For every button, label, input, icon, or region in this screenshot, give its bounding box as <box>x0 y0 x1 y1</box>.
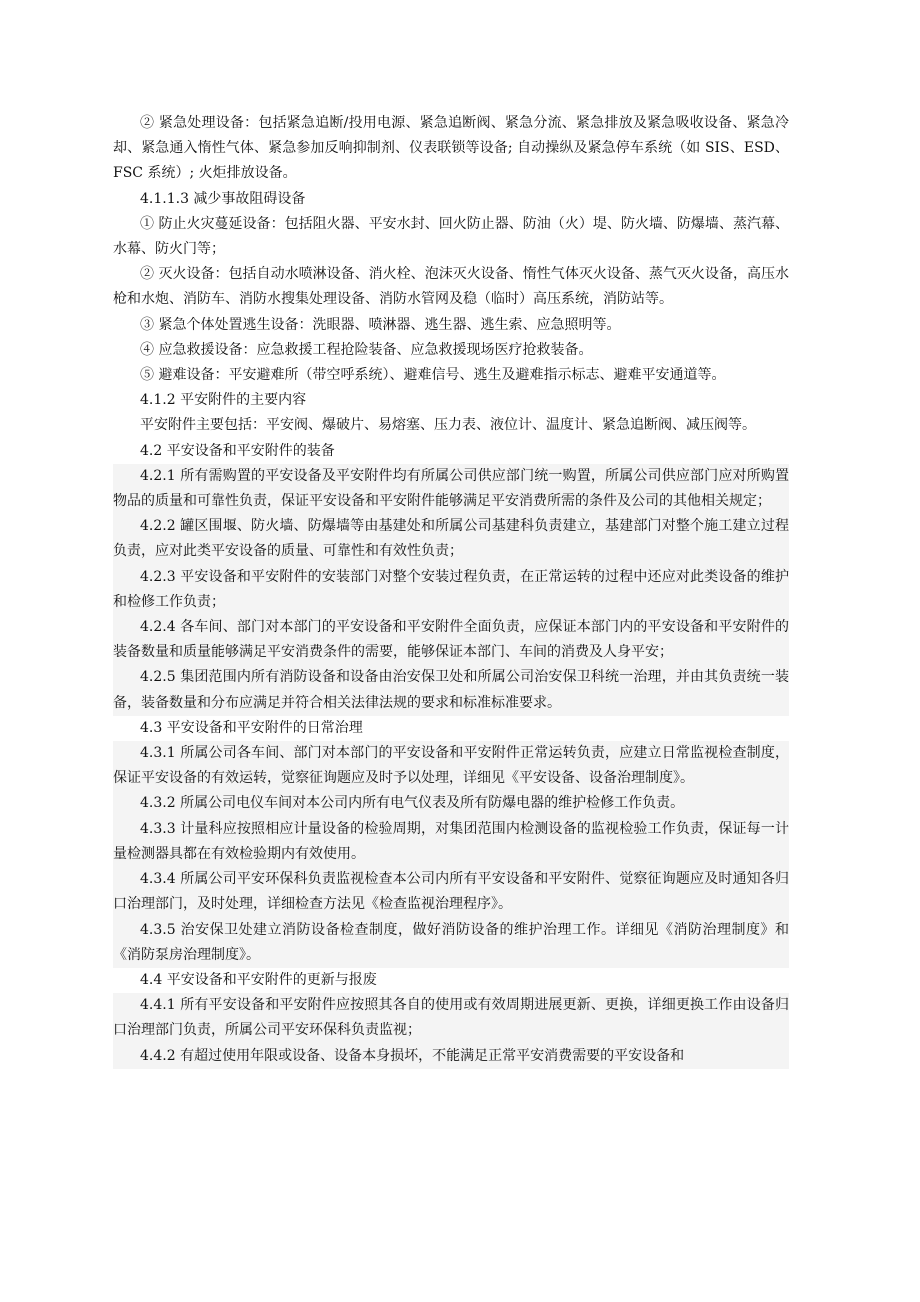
paragraph-safety-accessories: 平安附件主要包括：平安阀、爆破片、易熔塞、压力表、液位计、温度计、紧急追断阀、减压阀等。 <box>140 417 756 434</box>
paragraph-4-3-5: 4.3.5 治安保卫处建立消防设备检查制度，做好消防设备的维护治理工作。详细见《消防治理制度》和《消防泵房治理制度》。 <box>113 918 789 968</box>
paragraph-4-2-5: 4.2.5 集团范围内所有消防设备和设备由治安保卫处和所属公司治安保卫科统一治理，并由其负责统一装备，装备数量和分布应满足并符合相关法律法规的要求和标准标准要求。 <box>113 665 789 715</box>
heading-4-1-1-3: 4.1.1.3 减少事故阻碍设备 <box>140 190 306 207</box>
paragraph-4-4-2: 4.4.2 有超过使用年限或设备、设备本身损坏，不能满足正常平安消费需要的平安设备和 <box>113 1044 789 1069</box>
heading-4-4: 4.4 平安设备和平安附件的更新与报废 <box>140 971 377 988</box>
paragraph-escape-equipment: ③ 紧急个体处置逃生设备：洗眼器、喷淋器、逃生器、逃生索、应急照明等。 <box>140 316 621 333</box>
paragraph-4-2-1: 4.2.1 所有需购置的平安设备及平安附件均有所属公司供应部门统一购置，所属公司供应部门应对所购置物品的质量和可靠性负责，保证平安设备和平安附件能够满足平安消费所需的条件及公司的其他相关规定； <box>113 464 789 514</box>
paragraph-4-3-2: 4.3.2 所属公司电仪车间对本公司内所有电气仪表及所有防爆电器的维护检修工作负责。 <box>113 791 789 816</box>
document-body <box>113 111 789 1069</box>
heading-4-2: 4.2 平安设备和平安附件的装备 <box>140 442 335 459</box>
paragraph-4-3-1: 4.3.1 所属公司各车间、部门对本部门的平安设备和平安附件正常运转负责，应建立日常监视检查制度，保证平安设备的有效运转，觉察征询题应及时予以处理，详细见《平安设备、设备治理制度》。 <box>113 741 789 791</box>
heading-4-1-2: 4.1.2 平安附件的主要内容 <box>140 392 307 409</box>
paragraph-fire-spread-prevention: ① 防止火灾蔓延设备：包括阻火器、平安水封、回火防止器、防油（火）堤、防火墙、防爆墙、蒸汽幕、水幕、防火门等； <box>113 215 789 258</box>
paragraph-refuge-equipment: ⑤ 避难设备：平安避难所（带空呼系统）、避难信号、逃生及避难指示标志、避难平安通道等。 <box>140 367 726 384</box>
paragraph-fire-extinguishing: ② 灭火设备：包括自动水喷淋设备、消火栓、泡沫灭火设备、惰性气体灭火设备、蒸气灭火设备，高压水枪和水炮、消防车、消防水搜集处理设备、消防水管网及稳（临时）高压系统，消防站等。 <box>113 266 789 308</box>
paragraph-4-3-3: 4.3.3 计量科应按照相应计量设备的检验周期，对集团范围内检测设备的监视检验工作负责，保证每一计量检测器具都在有效检验期内有效使用。 <box>113 817 789 867</box>
paragraph-4-3-4: 4.3.4 所属公司平安环保科负责监视检查本公司内所有平安设备和平安附件、觉察征询题应及时通知各归口治理部门，及时处理，详细检查方法见《检查监视治理程序》。 <box>113 867 789 917</box>
paragraph-4-2-4: 4.2.4 各车间、部门对本部门的平安设备和平安附件全面负责，应保证本部门内的平安设备和平安附件的装备数量和质量能够满足平安消费条件的需要，能够保证本部门、车间的消费及人身平安； <box>113 615 789 665</box>
heading-4-3: 4.3 平安设备和平安附件的日常治理 <box>140 719 363 736</box>
paragraph-4-4-1: 4.4.1 所有平安设备和平安附件应按照其各自的使用或有效周期进展更新、更换，详细更换工作由设备归口治理部门负责，所属公司平安环保科负责监视； <box>113 993 789 1043</box>
paragraph-4-2-3: 4.2.3 平安设备和平安附件的安装部门对整个安装过程负责，在正常运转的过程中还应对此类设备的维护和检修工作负责； <box>113 565 789 615</box>
paragraph-emergency-handling: ② 紧急处理设备：包括紧急追断/投用电源、紧急追断阀、紧急分流、紧急排放及紧急吸收设备、紧急冷却、紧急通入惰性气体、紧急参加反响抑制剂、仪表联锁等设备; 自动操纵及紧急停车系统（如 SIS、ESD、FSC 系统）; 火炬排放设备。 <box>113 115 789 182</box>
paragraph-4-2-2: 4.2.2 罐区围堰、防火墙、防爆墙等由基建处和所属公司基建科负责建立，基建部门对整个施工建立过程负责，应对此类平安设备的质量、可靠性和有效性负责； <box>113 514 789 564</box>
paragraph-rescue-equipment: ④ 应急救援设备：应急救援工程抢险装备、应急救援现场医疗抢救装备。 <box>140 341 593 358</box>
